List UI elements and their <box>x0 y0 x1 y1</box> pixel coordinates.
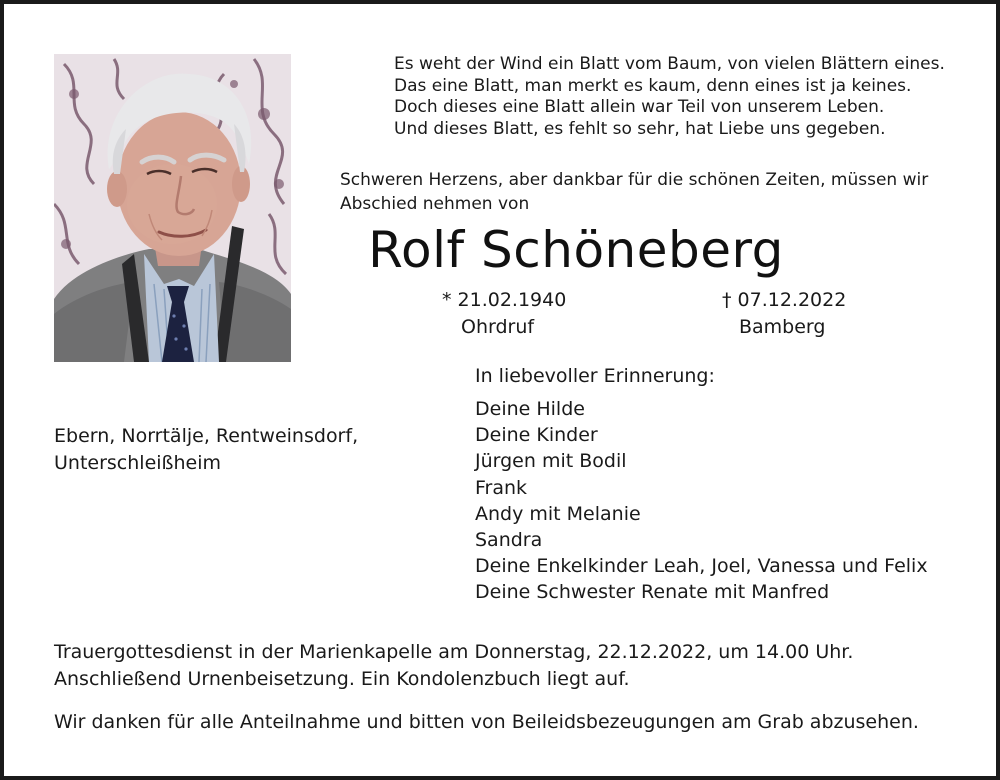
mourners-list <box>475 396 928 606</box>
service-info <box>54 639 853 693</box>
portrait-image <box>54 54 291 362</box>
service-line: Anschließend Urnenbeisetzung. Ein Kondolenzbuch liegt auf. <box>54 668 630 690</box>
birth-date: * 21.02.1940 <box>442 289 567 311</box>
location-line: Ebern, Norrtälje, Rentweinsdorf, <box>54 425 359 447</box>
intro-line: Abschied nehmen von <box>340 194 530 214</box>
deceased-name-row <box>4 215 1000 285</box>
mourner-item: Sandra <box>475 529 543 552</box>
mourner-item: Frank <box>475 476 528 499</box>
poem <box>394 54 974 140</box>
death-info <box>722 287 846 341</box>
mourner-item: Andy mit Melanie <box>475 502 641 525</box>
death-place: Bamberg <box>739 316 826 338</box>
portrait-photo <box>54 54 291 362</box>
mourner-item: Deine Kinder <box>475 424 598 447</box>
location-line: Unterschleißheim <box>54 452 222 474</box>
intro-text <box>340 168 980 216</box>
memory-heading: In liebevoller Erinnerung: <box>475 365 715 387</box>
birth-place: Ohrdruf <box>461 316 535 338</box>
mourner-item: Deine Hilde <box>475 398 585 420</box>
mourner-item: Deine Schwester Renate mit Manfred <box>475 581 830 604</box>
deceased-name: Rolf Schöneberg <box>368 221 784 279</box>
thanks-text: Wir danken für alle Anteilnahme und bitten von Beileidsbezeugungen am Grab abzusehen. <box>54 711 919 733</box>
service-line: Trauergottesdienst in der Marienkapelle am Donnerstag, 22.12.2022, um 14.00 Uhr. <box>54 641 854 663</box>
poem-line: Das eine Blatt, man merkt es kaum, denn eines ist ja keines. <box>394 75 912 96</box>
death-date: † 07.12.2022 <box>722 289 847 311</box>
mourner-item: Deine Enkelkinder Leah, Joel, Vanessa und Felix <box>475 555 928 578</box>
intro-line: Schweren Herzens, aber dankbar für die schönen Zeiten, müssen wir <box>340 170 929 190</box>
birth-info <box>442 287 566 341</box>
family-locations <box>54 423 358 477</box>
poem-line: Und dieses Blatt, es fehlt so sehr, hat Liebe uns gegeben. <box>394 118 886 139</box>
poem-line: Doch dieses eine Blatt allein war Teil von unserem Leben. <box>394 97 885 117</box>
mourner-item: Jürgen mit Bodil <box>475 450 627 473</box>
poem-line: Es weht der Wind ein Blatt vom Baum, von vielen Blättern eines. <box>394 54 945 74</box>
